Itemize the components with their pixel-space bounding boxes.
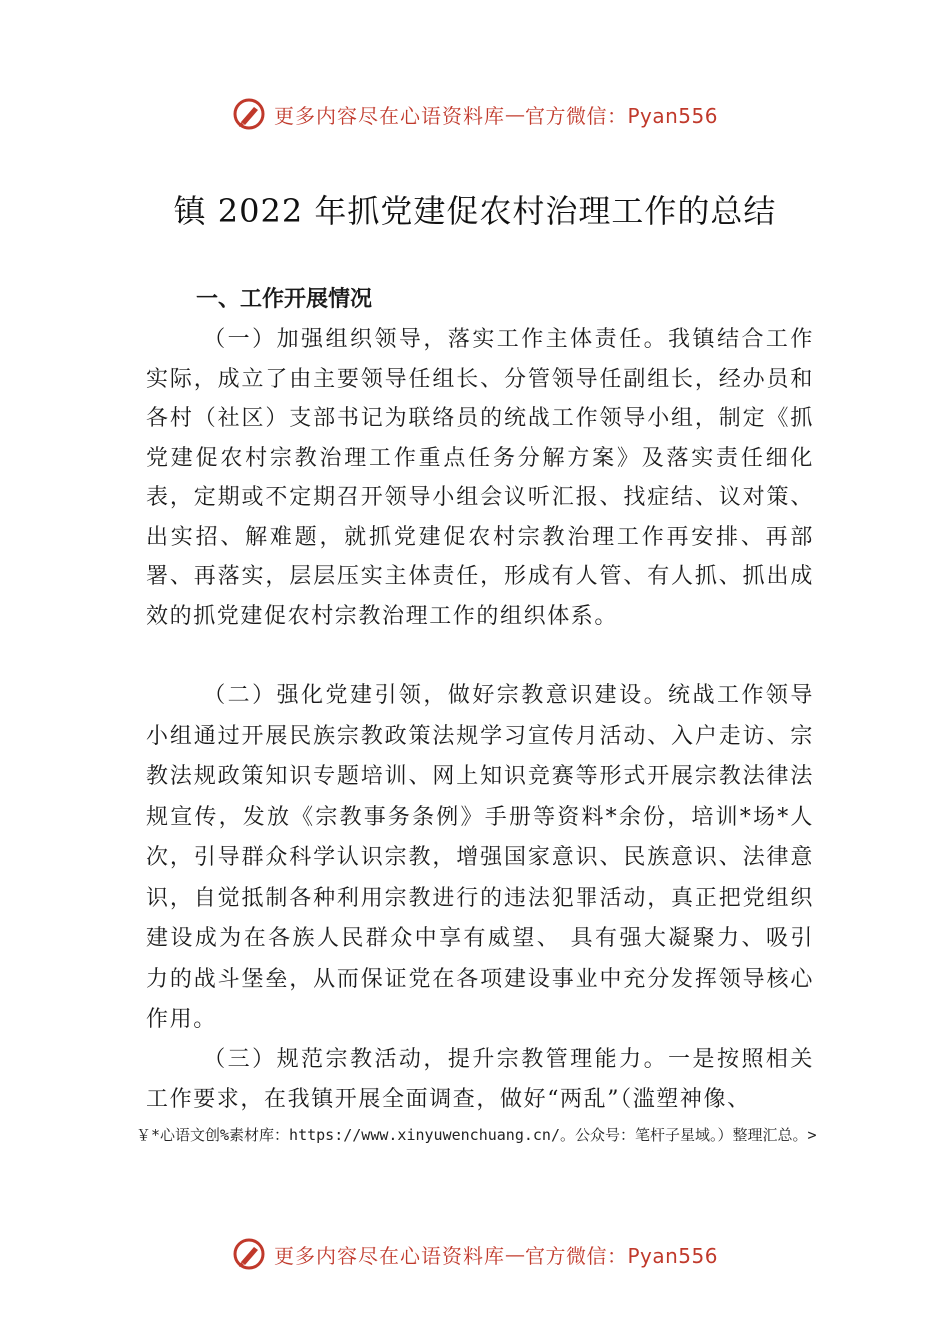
banner-text: 更多内容尽在心语资料库: [273, 1243, 505, 1268]
banner-separator: —: [504, 102, 525, 126]
banner-wechat: 官方微信：Pyan556: [524, 103, 718, 128]
header-banner: [0, 90, 950, 138]
document-title: 镇 2022 年抓党建促农村治理工作的总结: [173, 192, 777, 230]
banner-separator: —: [504, 1242, 525, 1266]
paragraph-3: （三）规范宗教活动，提升宗教管理能力。一是按照相关工作要求，在我镇开展全面调查，做好“两乱”（滥塑神像、: [146, 1047, 814, 1112]
pen-logo-icon: [232, 1237, 266, 1271]
banner-wechat: 官方微信：Pyan556: [524, 1243, 718, 1268]
paragraph-2: （二）强化党建引领，做好宗教意识建设。统战工作领导小组通过开展民族宗教政策法规学习宣传月活动、入户走访、宗教法规政策知识专题培训、网上知识竞赛等形式开展宗教法律法规宣传，发放《宗教事务条例》手册等资料*余份，培训*场*人次，引导群众科学认识宗教，增强国家意识、民族意识、法律意识，自觉抵制各种利用宗教进行的违法犯罪活动，真正把党组织建设成为在各族人民群众中享有威望、 具有强大凝聚力、吸引力的战斗堡垒，从而保证党在各项建设事业中充分发挥领导核心作用。: [146, 683, 814, 1032]
banner-text: 更多内容尽在心语资料库: [273, 103, 505, 128]
footnote: ￥*心语文创%素材库：https://www.xinyuwenchuang.cn/。公众号：笔杆子星域。）整理汇总。>: [136, 1126, 817, 1144]
section-heading: 一、工作开展情况: [196, 287, 373, 312]
footer-banner: [0, 1230, 950, 1278]
paragraph-1: （一）加强组织领导，落实工作主体责任。我镇结合工作实际，成立了由主要领导任组长、分管领导任副组长，经办员和各村（社区）支部书记为联络员的统战工作领导小组，制定《抓党建促农村宗教治理工作重点任务分解方案》及落实责任细化表，定期或不定期召开领导小组会议听汇报、找症结、议对策、出实招、解难题，就抓党建促农村宗教治理工作再安排、再部署、再落实，层层压实主体责任，形成有人管、有人抓、抓出成效的抓党建促农村宗教治理工作的组织体系。: [146, 327, 814, 629]
pen-logo-icon: [232, 97, 266, 131]
